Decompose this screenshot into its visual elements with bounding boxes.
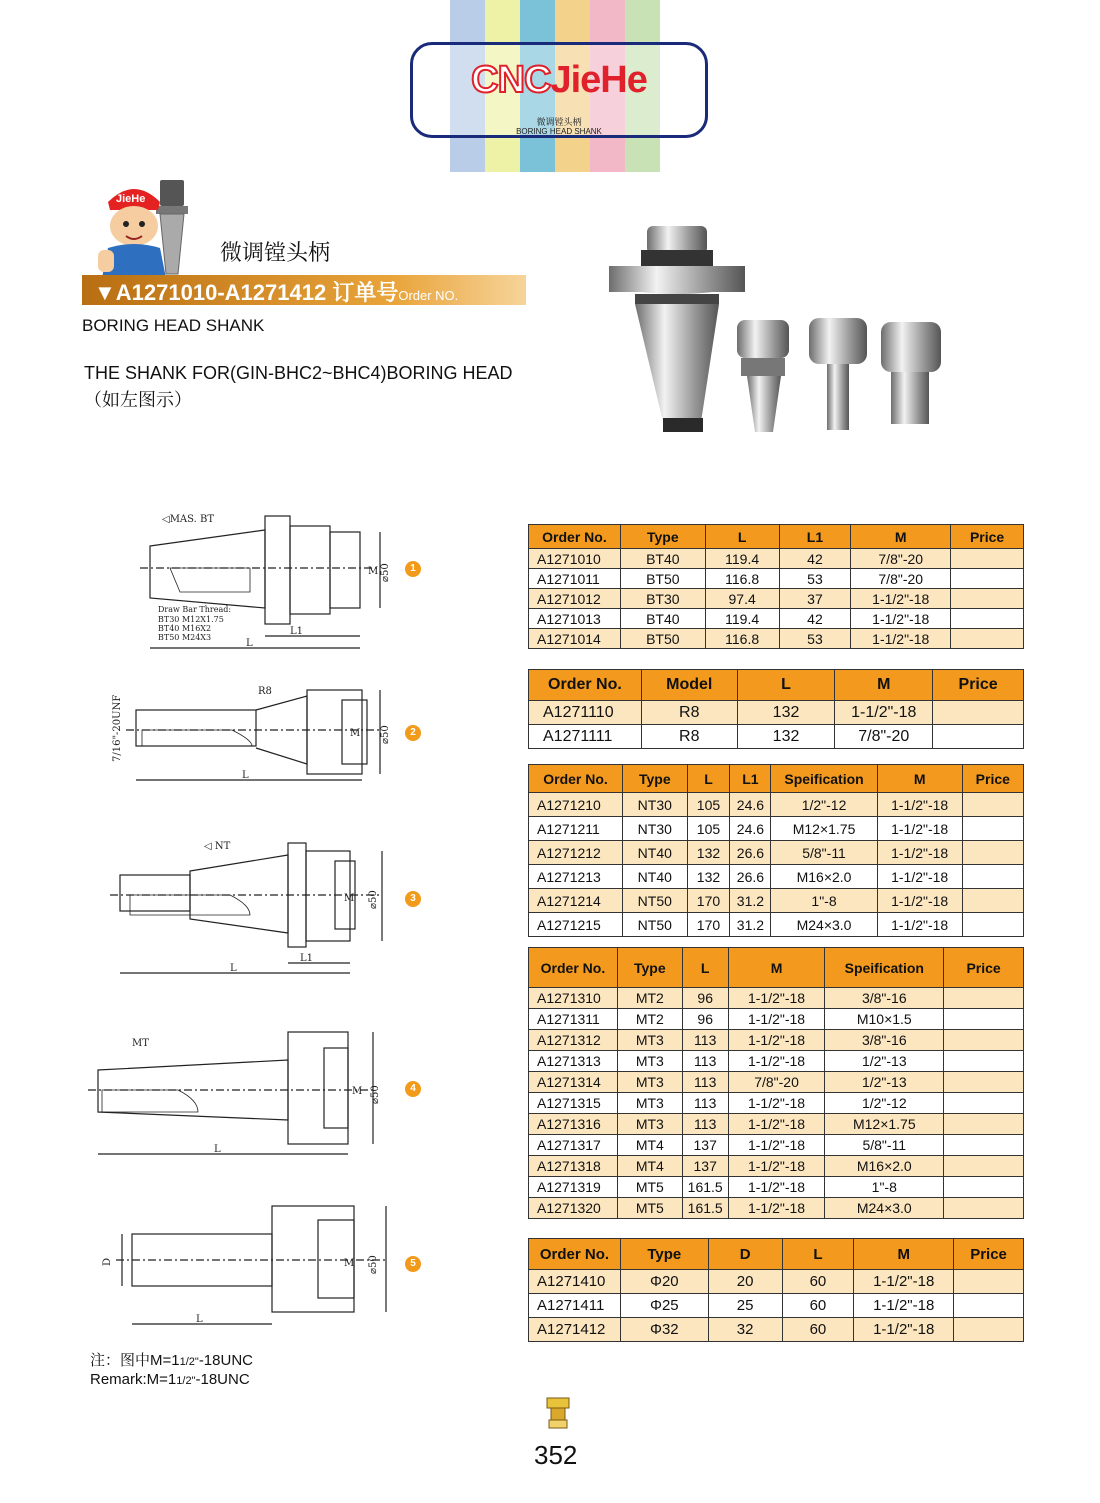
cell-order-no: A1271310 — [529, 988, 618, 1009]
cell-order-no: A1271320 — [529, 1198, 618, 1219]
cell-spec: M12×1.75 — [825, 1114, 944, 1135]
table-row — [529, 1135, 1024, 1156]
column-header: M — [854, 1239, 954, 1270]
cell-l: 113 — [682, 1093, 728, 1114]
table-row — [529, 1051, 1024, 1072]
table-row — [529, 988, 1024, 1009]
cell-l: 119.4 — [705, 549, 779, 569]
cell-type: MT5 — [617, 1198, 682, 1219]
cell-m: 1-1/2"-18 — [851, 589, 951, 609]
brand-logo — [410, 42, 708, 138]
cell-type: NT50 — [623, 913, 687, 937]
cell-l1: 24.6 — [730, 817, 771, 841]
cell-price — [954, 1270, 1024, 1294]
table-row — [529, 865, 1024, 889]
cell-order-no: A1271213 — [529, 865, 623, 889]
cell-l1: 24.6 — [730, 793, 771, 817]
remark-en — [90, 1371, 253, 1390]
dim-m: M — [344, 1258, 355, 1269]
cell-type: MT3 — [617, 1030, 682, 1051]
spec-table-mt — [528, 947, 1024, 1219]
drawing-number-badge: 4 — [405, 1081, 421, 1097]
dim-d: D — [102, 1257, 113, 1266]
dim-l: L — [230, 963, 237, 974]
cell-spec: 1/2"-12 — [771, 793, 877, 817]
cell-price — [962, 913, 1023, 937]
cell-d: 25 — [708, 1294, 782, 1318]
cell-l: 170 — [687, 889, 730, 913]
cell-model: R8 — [641, 725, 737, 749]
cell-m: 1-1/2"-18 — [854, 1318, 954, 1342]
cell-l: 137 — [682, 1156, 728, 1177]
remark-suffix: -18UNC — [195, 1371, 250, 1388]
cell-m: 1-1/2"-18 — [728, 1009, 825, 1030]
cell-l: 132 — [737, 725, 835, 749]
column-header: L1 — [730, 765, 771, 793]
cell-price — [933, 701, 1024, 725]
cell-order-no: A1271411 — [529, 1294, 621, 1318]
drawing-number-badge: 5 — [405, 1256, 421, 1272]
dim-diameter: ⌀50 — [368, 890, 379, 909]
thread-line: BT50 M24X3 — [158, 633, 212, 642]
cell-order-no: A1271012 — [529, 589, 621, 609]
cell-type: NT40 — [623, 841, 687, 865]
cell-price — [944, 1030, 1024, 1051]
cell-m: 1-1/2"-18 — [877, 913, 962, 937]
page-subtitle: BORING HEAD SHANK — [82, 316, 265, 335]
cell-m: 1-1/2"-18 — [851, 629, 951, 649]
column-header: Order No. — [529, 948, 618, 988]
cell-order-no: A1271315 — [529, 1093, 618, 1114]
table-row — [529, 1177, 1024, 1198]
column-header: Price — [933, 670, 1024, 701]
cell-spec: 1/2"-12 — [825, 1093, 944, 1114]
column-header: Order No. — [529, 670, 642, 701]
cell-l: 113 — [682, 1114, 728, 1135]
table-row — [529, 629, 1024, 649]
column-header: Type — [617, 948, 682, 988]
cell-m: 7/8"-20 — [851, 569, 951, 589]
table-row — [529, 589, 1024, 609]
cell-m: 1-1/2"-18 — [728, 988, 825, 1009]
thread-line: BT40 M16X2 — [158, 624, 212, 633]
cell-l1: 42 — [779, 549, 851, 569]
table-header-row — [529, 525, 1024, 549]
order-code-range: A1271010-A1271412 — [115, 280, 327, 305]
column-header: M — [728, 948, 825, 988]
remark-cn — [90, 1352, 253, 1371]
cell-order-no: A1271317 — [529, 1135, 618, 1156]
cell-type: MT3 — [617, 1051, 682, 1072]
cell-order-no: A1271014 — [529, 629, 621, 649]
cell-price — [962, 793, 1023, 817]
dim-m: M — [350, 728, 361, 739]
logo-jiehe: JieHe — [550, 59, 647, 101]
cell-order-no: A1271211 — [529, 817, 623, 841]
remark-cn-prefix: 注：图中M=1 — [90, 1352, 180, 1369]
dim-diameter: ⌀50 — [368, 1255, 379, 1274]
table-row — [529, 1093, 1024, 1114]
thread-line: BT30 M12X1.75 — [158, 615, 224, 624]
cell-order-no: A1271010 — [529, 549, 621, 569]
dim-m: M — [344, 893, 355, 904]
cell-type: MT2 — [617, 1009, 682, 1030]
remark-note — [90, 1352, 253, 1390]
column-header: Order No. — [529, 765, 623, 793]
table-row — [529, 1270, 1024, 1294]
cell-l1: 31.2 — [730, 913, 771, 937]
table-row — [529, 793, 1024, 817]
cell-l1: 26.6 — [730, 841, 771, 865]
column-header: L — [782, 1239, 854, 1270]
cell-order-no: A1271215 — [529, 913, 623, 937]
column-header: Type — [620, 525, 705, 549]
table-header-row — [529, 670, 1024, 701]
cell-order-no: A1271318 — [529, 1156, 618, 1177]
dim-l: L — [196, 1314, 203, 1325]
drawing-mt-shank — [88, 1028, 400, 1158]
cell-price — [962, 889, 1023, 913]
spec-table-r8 — [528, 669, 1024, 749]
cell-order-no: A1271210 — [529, 793, 623, 817]
drawing-number-badge: 3 — [405, 891, 421, 907]
column-header: Order No. — [529, 525, 621, 549]
cell-m: 7/8"-20 — [851, 549, 951, 569]
table-row — [529, 841, 1024, 865]
cell-order-no: A1271314 — [529, 1072, 618, 1093]
spec-table-nt — [528, 764, 1024, 937]
cell-type: NT40 — [623, 865, 687, 889]
cell-m: 1-1/2"-18 — [728, 1135, 825, 1156]
cell-order-no: A1271313 — [529, 1051, 618, 1072]
cell-m: 1-1/2"-18 — [877, 841, 962, 865]
dim-diameter: ⌀50 — [370, 1085, 381, 1104]
cell-price — [962, 865, 1023, 889]
dim-m: M — [352, 1086, 363, 1097]
dim-l1: L1 — [300, 953, 314, 964]
cell-type: BT30 — [620, 589, 705, 609]
cell-m: 1-1/2"-18 — [728, 1093, 825, 1114]
cell-order-no: A1271316 — [529, 1114, 618, 1135]
cell-type: Φ32 — [620, 1318, 708, 1342]
dim-diameter: ⌀50 — [380, 725, 391, 744]
cell-price — [944, 1156, 1024, 1177]
description-cn: （如左图示） — [84, 390, 192, 410]
table-row — [529, 701, 1024, 725]
cell-price — [944, 988, 1024, 1009]
cell-m: 7/8"-20 — [728, 1072, 825, 1093]
cell-m: 1-1/2"-18 — [877, 817, 962, 841]
cell-order-no: A1271111 — [529, 725, 642, 749]
description — [84, 360, 544, 414]
cell-spec: M16×2.0 — [825, 1156, 944, 1177]
cell-type: BT40 — [620, 609, 705, 629]
cell-m: 1-1/2"-18 — [877, 889, 962, 913]
dim-diameter: ⌀50 — [380, 563, 391, 582]
cell-l: 60 — [782, 1270, 854, 1294]
cell-order-no: A1271214 — [529, 889, 623, 913]
cell-l: 132 — [737, 701, 835, 725]
cell-price — [944, 1198, 1024, 1219]
cell-m: 1-1/2"-18 — [877, 865, 962, 889]
cell-l: 119.4 — [705, 609, 779, 629]
column-header: Model — [641, 670, 737, 701]
logo-wordmark — [413, 59, 705, 102]
table-row — [529, 609, 1024, 629]
cell-spec: M24×3.0 — [825, 1198, 944, 1219]
cell-l: 137 — [682, 1135, 728, 1156]
column-header: Price — [951, 525, 1024, 549]
dim-l1: L1 — [290, 626, 304, 637]
cell-price — [954, 1294, 1024, 1318]
cell-order-no: A1271212 — [529, 841, 623, 865]
remark-suffix: -18UNC — [198, 1352, 253, 1369]
table-row — [529, 817, 1024, 841]
table-row — [529, 1072, 1024, 1093]
cell-l: 97.4 — [705, 589, 779, 609]
cell-d: 20 — [708, 1270, 782, 1294]
table-row — [529, 889, 1024, 913]
cell-type: BT50 — [620, 569, 705, 589]
cell-type: BT50 — [620, 629, 705, 649]
cell-price — [962, 841, 1023, 865]
cell-l: 96 — [682, 1009, 728, 1030]
cell-type: MT3 — [617, 1093, 682, 1114]
column-header: L — [737, 670, 835, 701]
drawing-nt-shank — [110, 835, 400, 977]
cell-l: 170 — [687, 913, 730, 937]
cell-order-no: A1271412 — [529, 1318, 621, 1342]
cell-m: 1-1/2"-18 — [854, 1270, 954, 1294]
drawing-number-badge: 2 — [405, 725, 421, 741]
cell-l: 105 — [687, 817, 730, 841]
cell-m: 1-1/2"-18 — [728, 1051, 825, 1072]
cell-spec: 1"-8 — [771, 889, 877, 913]
table-row — [529, 1030, 1024, 1051]
cell-l1: 37 — [779, 589, 851, 609]
table-row — [529, 1198, 1024, 1219]
cell-l: 113 — [682, 1030, 728, 1051]
column-header: M — [877, 765, 962, 793]
cell-spec: 5/8"-11 — [771, 841, 877, 865]
cell-m: 1-1/2"-18 — [851, 609, 951, 629]
cell-type: NT30 — [623, 793, 687, 817]
cell-l: 116.8 — [705, 629, 779, 649]
cell-price — [944, 1093, 1024, 1114]
column-header: Speification — [825, 948, 944, 988]
cell-l: 161.5 — [682, 1198, 728, 1219]
cell-order-no: A1271410 — [529, 1270, 621, 1294]
cell-l1: 42 — [779, 609, 851, 629]
dim-l: L — [214, 1144, 221, 1155]
cell-order-no: A1271319 — [529, 1177, 618, 1198]
cell-l1: 31.2 — [730, 889, 771, 913]
column-header: L — [705, 525, 779, 549]
table-row — [529, 1318, 1024, 1342]
order-label-cn: 订单号 — [332, 280, 399, 305]
spec-table-bt — [528, 524, 1024, 649]
cell-l1: 26.6 — [730, 865, 771, 889]
mascot-cap-text: JieHe — [116, 193, 146, 205]
cell-price — [944, 1177, 1024, 1198]
page-number: 352 — [534, 1440, 578, 1470]
table-row — [529, 1114, 1024, 1135]
column-header: Speification — [771, 765, 877, 793]
cell-type: Φ20 — [620, 1270, 708, 1294]
cell-type: MT4 — [617, 1156, 682, 1177]
remark-fraction: 1/2" — [176, 1375, 196, 1387]
cell-m: 1-1/2"-18 — [728, 1177, 825, 1198]
cell-price — [944, 1135, 1024, 1156]
cell-type: MT3 — [617, 1114, 682, 1135]
cell-m: 1-1/2"-18 — [728, 1156, 825, 1177]
column-header: L1 — [779, 525, 851, 549]
cell-price — [951, 569, 1024, 589]
cell-l: 113 — [682, 1072, 728, 1093]
drawing-number-badge: 1 — [405, 561, 421, 577]
cell-l: 132 — [687, 865, 730, 889]
dim-thread-label: 7/16"-20UNF — [112, 694, 123, 762]
cell-spec: 1/2"-13 — [825, 1072, 944, 1093]
column-header: M — [835, 670, 933, 701]
cell-price — [951, 549, 1024, 569]
cell-price — [954, 1318, 1024, 1342]
cell-spec: 3/8"-16 — [825, 1030, 944, 1051]
cell-m: 1-1/2"-18 — [728, 1198, 825, 1219]
cell-price — [951, 629, 1024, 649]
column-header: L — [687, 765, 730, 793]
cell-spec: M10×1.5 — [825, 1009, 944, 1030]
table-header-row — [529, 765, 1024, 793]
cell-type: MT2 — [617, 988, 682, 1009]
dim-taper-label: ◁MAS. BT — [162, 514, 215, 525]
spec-table-straight — [528, 1238, 1024, 1342]
cell-spec: 5/8"-11 — [825, 1135, 944, 1156]
cell-order-no: A1271311 — [529, 1009, 618, 1030]
cell-price — [944, 1009, 1024, 1030]
product-photo — [605, 222, 950, 444]
cell-order-no: A1271011 — [529, 569, 621, 589]
mascot-illustration — [88, 178, 208, 280]
table-header-row — [529, 948, 1024, 988]
drawing-bt-shank — [140, 508, 410, 658]
cell-model: R8 — [641, 701, 737, 725]
cell-l1: 53 — [779, 569, 851, 589]
cell-price — [944, 1051, 1024, 1072]
column-header: Type — [620, 1239, 708, 1270]
cell-spec: 1/2"-13 — [825, 1051, 944, 1072]
dim-taper-label: ◁ NT — [204, 841, 231, 852]
cell-spec: 3/8"-16 — [825, 988, 944, 1009]
footer-mascot-icon — [543, 1396, 573, 1430]
order-label-en: Order NO. — [398, 288, 459, 303]
drawing-straight-shank — [96, 1198, 400, 1332]
cell-order-no: A1271013 — [529, 609, 621, 629]
column-header: L — [682, 948, 728, 988]
dim-radius-label: R8 — [258, 686, 272, 697]
table-row — [529, 1009, 1024, 1030]
drawing-r8-shank — [112, 680, 402, 790]
cell-l: 116.8 — [705, 569, 779, 589]
cell-l: 105 — [687, 793, 730, 817]
dim-taper-label: MT — [132, 1038, 149, 1049]
dim-m: M — [368, 566, 379, 577]
cell-price — [951, 609, 1024, 629]
cell-spec: M12×1.75 — [771, 817, 877, 841]
table-row — [529, 913, 1024, 937]
logo-subtitle-cn: 微调镗头柄 — [536, 117, 582, 127]
cell-l: 96 — [682, 988, 728, 1009]
cell-price — [933, 725, 1024, 749]
table-row — [529, 549, 1024, 569]
cell-type: Φ25 — [620, 1294, 708, 1318]
column-header: Price — [944, 948, 1024, 988]
table-row — [529, 725, 1024, 749]
column-header: Price — [954, 1239, 1024, 1270]
logo-subtitle-en: BORING HEAD SHANK — [516, 127, 602, 136]
table-header-row — [529, 1239, 1024, 1270]
cell-type: MT4 — [617, 1135, 682, 1156]
cell-l: 60 — [782, 1318, 854, 1342]
cell-l: 132 — [687, 841, 730, 865]
cell-type: BT40 — [620, 549, 705, 569]
cell-spec: M16×2.0 — [771, 865, 877, 889]
dim-l: L — [242, 770, 249, 781]
page-title-cn: 微调镗头柄 — [220, 241, 331, 266]
cell-m: 1-1/2"-18 — [728, 1114, 825, 1135]
table-row — [529, 569, 1024, 589]
column-header: Type — [623, 765, 687, 793]
order-banner: ▼A1271010-A1271412 订单号Order NO. — [94, 280, 459, 305]
cell-price — [962, 817, 1023, 841]
cell-type: MT5 — [617, 1177, 682, 1198]
cell-spec: M24×3.0 — [771, 913, 877, 937]
cell-l: 60 — [782, 1294, 854, 1318]
table-row — [529, 1294, 1024, 1318]
column-header: D — [708, 1239, 782, 1270]
cell-price — [951, 589, 1024, 609]
cell-price — [944, 1072, 1024, 1093]
cell-l: 161.5 — [682, 1177, 728, 1198]
cell-order-no: A1271110 — [529, 701, 642, 725]
cell-m: 1-1/2"-18 — [877, 793, 962, 817]
cell-m: 1-1/2"-18 — [728, 1030, 825, 1051]
remark-fraction: 1/2" — [179, 1356, 199, 1368]
column-header: Price — [962, 765, 1023, 793]
cell-m: 1-1/2"-18 — [835, 701, 933, 725]
column-header: Order No. — [529, 1239, 621, 1270]
cell-d: 32 — [708, 1318, 782, 1342]
table-row — [529, 1156, 1024, 1177]
description-text: THE SHANK FOR(GIN-BHC2~BHC4)BORING HEAD — [84, 363, 513, 383]
cell-order-no: A1271312 — [529, 1030, 618, 1051]
thread-title: Draw Bar Thread: — [158, 605, 232, 614]
column-header: M — [851, 525, 951, 549]
cell-l: 113 — [682, 1051, 728, 1072]
cell-l1: 53 — [779, 629, 851, 649]
cell-type: MT3 — [617, 1072, 682, 1093]
cell-price — [944, 1114, 1024, 1135]
cell-m: 7/8"-20 — [835, 725, 933, 749]
cell-type: NT50 — [623, 889, 687, 913]
logo-cnc: CNC — [471, 59, 551, 101]
dim-l: L — [246, 638, 253, 649]
cell-type: NT30 — [623, 817, 687, 841]
remark-en-prefix: Remark:M=1 — [90, 1371, 177, 1388]
cell-m: 1-1/2"-18 — [854, 1294, 954, 1318]
cell-spec: 1"-8 — [825, 1177, 944, 1198]
